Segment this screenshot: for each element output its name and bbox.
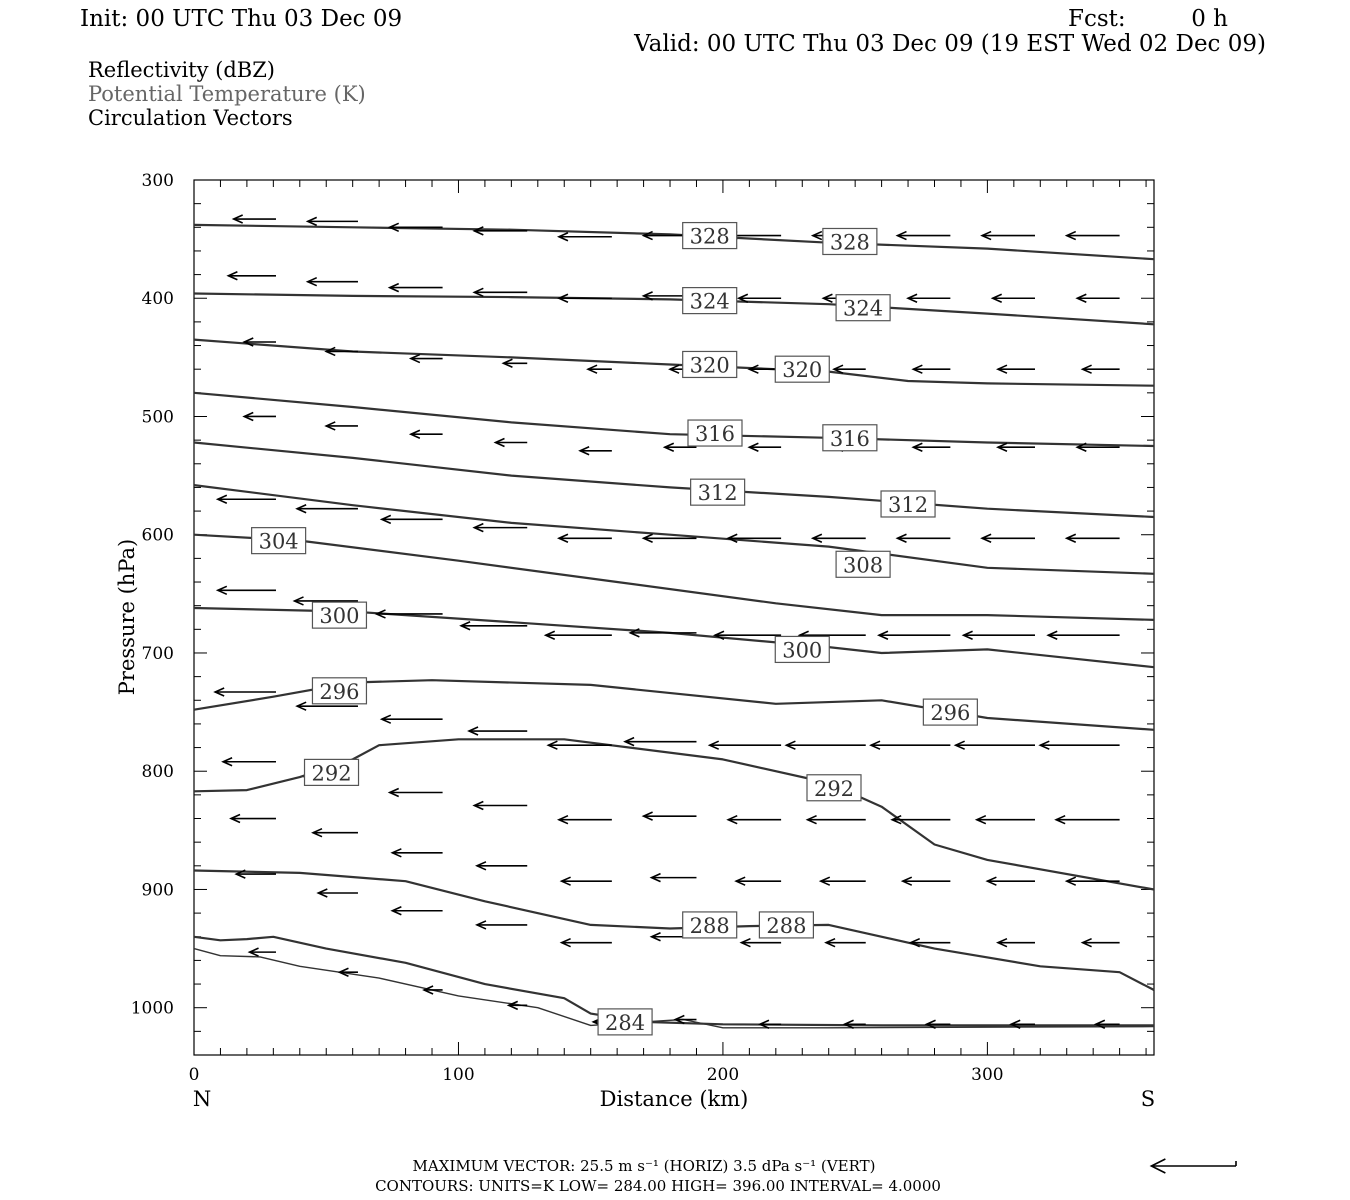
circulation-vector xyxy=(382,715,443,723)
circulation-vector xyxy=(390,223,443,231)
circulation-vector xyxy=(897,534,950,542)
maximum-vector-note: MAXIMUM VECTOR: 25.5 m s⁻¹ (HORIZ) 3.5 dPa s⁻¹ (VERT) xyxy=(412,1157,876,1175)
y-tick-label: 900 xyxy=(141,880,174,901)
contour-label xyxy=(598,1009,652,1035)
circulation-vector xyxy=(998,939,1035,947)
contour-label-text: 308 xyxy=(843,553,884,578)
circulation-vector xyxy=(625,738,696,746)
circulation-vector xyxy=(913,443,950,451)
circulation-vector xyxy=(1083,365,1120,373)
contour-label-text: 320 xyxy=(689,353,730,378)
contour-label-text: 296 xyxy=(319,679,360,704)
circulation-vector xyxy=(509,1001,528,1009)
circulation-vector xyxy=(250,948,276,956)
contour-label xyxy=(823,425,877,451)
circulation-vector xyxy=(879,631,950,639)
legend-reflectivity: Reflectivity (dBZ) xyxy=(88,58,276,82)
circulation-vector xyxy=(736,877,781,885)
circulation-vector xyxy=(786,741,865,749)
circulation-vector xyxy=(562,877,612,885)
circulation-vector xyxy=(908,294,950,302)
contour-label-text: 316 xyxy=(829,426,870,451)
x-tick-label: 300 xyxy=(971,1065,1004,1085)
contour-label xyxy=(305,759,359,785)
circulation-vector xyxy=(903,877,951,885)
circulation-vector xyxy=(218,495,276,503)
circulation-vector xyxy=(813,534,866,542)
contours-note: CONTOURS: UNITS=K LOW= 284.00 HIGH= 396.00 INTERVAL= 4.0000 xyxy=(375,1177,941,1195)
contour-label xyxy=(683,912,737,938)
contour-label-text: 316 xyxy=(694,422,736,447)
contour-label-text: 320 xyxy=(782,358,823,383)
circulation-vector xyxy=(559,534,612,542)
circulation-vector xyxy=(318,889,358,897)
circulation-vector xyxy=(826,939,866,947)
circulation-vector xyxy=(390,789,443,797)
y-tick-label: 500 xyxy=(141,407,174,428)
contour-label-text: 300 xyxy=(319,604,360,629)
contour-label-text: 296 xyxy=(930,701,971,726)
y-tick-label: 800 xyxy=(141,762,174,783)
circulation-vector xyxy=(1083,939,1120,947)
contour-line xyxy=(194,393,1154,446)
circulation-vector xyxy=(588,365,612,373)
contour-label xyxy=(881,491,935,517)
contour-label xyxy=(807,775,861,801)
x-axis-right-end-label: S xyxy=(1140,1087,1156,1111)
circulation-vector xyxy=(808,816,866,824)
reference-vector-arrow xyxy=(1151,1159,1236,1173)
circulation-vector xyxy=(710,741,781,749)
circulation-vector xyxy=(424,986,443,994)
contour-label xyxy=(683,288,737,314)
circulation-vector xyxy=(1077,294,1119,302)
circulation-vector xyxy=(244,412,276,420)
circulation-vector xyxy=(964,631,1035,639)
circulation-vector xyxy=(728,816,781,824)
contour-label-text: 288 xyxy=(689,913,730,938)
circulation-vector xyxy=(474,227,527,235)
contour-label-text: 288 xyxy=(766,913,807,938)
circulation-vector xyxy=(998,365,1035,373)
circulation-vector xyxy=(911,939,951,947)
y-tick-label: 1000 xyxy=(130,998,174,1019)
circulation-vector xyxy=(1048,631,1119,639)
contour-label xyxy=(759,912,813,938)
contour-label-text: 292 xyxy=(311,761,352,786)
contour-label-text: 324 xyxy=(689,289,730,314)
contour-label-text: 312 xyxy=(697,481,738,506)
circulation-vector xyxy=(652,874,697,882)
circulation-vector xyxy=(760,1020,781,1028)
init-time: Init: 00 UTC Thu 03 Dec 09 xyxy=(80,6,403,32)
circulation-vector xyxy=(982,534,1035,542)
circulation-vector xyxy=(987,877,1035,885)
circulation-vector xyxy=(308,217,358,225)
circulation-vector xyxy=(559,816,612,824)
circulation-vector xyxy=(474,524,527,532)
legend-potential-temperature: Potential Temperature (K) xyxy=(88,82,366,106)
circulation-vector xyxy=(993,294,1035,302)
contour-label-text: 324 xyxy=(843,296,884,321)
contour-label xyxy=(683,223,737,249)
circulation-vector xyxy=(1040,741,1119,749)
circulation-vector xyxy=(580,447,612,455)
circulation-vector xyxy=(411,430,443,438)
contour-label-text: 312 xyxy=(888,492,929,517)
circulation-vector xyxy=(390,284,443,292)
circulation-vector xyxy=(326,422,358,430)
circulation-vector xyxy=(821,877,866,885)
circulation-vector xyxy=(469,727,527,735)
circulation-vector xyxy=(313,829,358,837)
y-axis-title: Pressure (hPa) xyxy=(115,538,139,696)
circulation-vector xyxy=(644,812,697,820)
contour-line xyxy=(194,937,1154,1026)
circulation-vector xyxy=(749,443,781,451)
contour-label xyxy=(688,420,742,446)
contour-line xyxy=(194,443,1154,518)
contour-line xyxy=(194,225,1154,259)
contour-label xyxy=(683,351,737,377)
circulation-vector xyxy=(1056,816,1119,824)
contour-label-text: 328 xyxy=(689,224,730,249)
circulation-vector xyxy=(234,215,276,223)
circulation-vector xyxy=(308,278,358,286)
circulation-vector xyxy=(503,359,527,367)
y-tick-label: 400 xyxy=(141,289,174,310)
circulation-vector xyxy=(392,907,442,915)
contour-label-text: 328 xyxy=(829,230,870,255)
contour-line xyxy=(194,340,1154,386)
circulation-vector xyxy=(834,365,866,373)
x-tick-label: 100 xyxy=(442,1065,475,1085)
contour-line xyxy=(194,485,1154,574)
circulation-vector xyxy=(474,802,527,810)
circulation-vector xyxy=(474,288,527,296)
contour-label xyxy=(923,699,977,725)
circulation-vector xyxy=(741,939,781,947)
y-tick-label: 700 xyxy=(141,643,174,664)
valid-time: Valid: 00 UTC Thu 03 Dec 09 (19 EST Wed 02 Dec 09) xyxy=(634,31,1266,57)
contour-label xyxy=(691,479,745,505)
circulation-vector xyxy=(871,741,950,749)
contour-label-text: 304 xyxy=(258,529,299,554)
circulation-vector xyxy=(546,631,612,639)
x-tick-label: 0 xyxy=(188,1065,200,1085)
circulation-vector xyxy=(218,586,276,594)
circulation-vector xyxy=(228,272,276,280)
x-axis-left-end-label: N xyxy=(192,1087,212,1111)
contour-label xyxy=(836,551,890,577)
contour-label xyxy=(775,636,829,662)
contour-label xyxy=(775,356,829,382)
circulation-vector xyxy=(562,939,612,947)
circulation-vector xyxy=(1067,232,1120,240)
circulation-vector xyxy=(913,365,950,373)
contour-label-text: 284 xyxy=(605,1010,646,1035)
contour-label xyxy=(823,228,877,254)
contour-label-text: 292 xyxy=(813,776,855,801)
circulation-vector xyxy=(495,439,527,447)
contour-label xyxy=(836,295,890,321)
circulation-vector xyxy=(297,505,358,513)
circulation-vector xyxy=(231,815,276,823)
contour-label xyxy=(312,602,366,628)
circulation-vector xyxy=(897,232,950,240)
circulation-vector xyxy=(977,816,1035,824)
circulation-vector xyxy=(326,347,358,355)
circulation-vector xyxy=(392,849,442,857)
circulation-vector xyxy=(559,294,612,302)
legend-circulation-vectors: Circulation Vectors xyxy=(88,106,293,130)
forecast-hour: 0 h xyxy=(1191,6,1228,32)
contour-label-text: 300 xyxy=(782,638,823,663)
circulation-vector xyxy=(223,758,276,766)
contour-label xyxy=(252,528,306,554)
circulation-vector xyxy=(892,816,950,824)
forecast-label: Fcst: xyxy=(1068,6,1126,32)
circulation-vector xyxy=(382,515,443,523)
y-tick-label: 600 xyxy=(141,525,174,546)
circulation-vector xyxy=(1067,534,1120,542)
circulation-vector xyxy=(982,232,1035,240)
circulation-vector xyxy=(477,921,527,929)
contour-label xyxy=(312,678,366,704)
circulation-vector xyxy=(477,862,527,870)
circulation-vector xyxy=(559,233,612,241)
circulation-vector xyxy=(956,741,1035,749)
circulation-vector xyxy=(215,688,276,696)
x-tick-label: 200 xyxy=(706,1065,740,1085)
y-tick-label: 300 xyxy=(141,171,174,191)
x-axis-title: Distance (km) xyxy=(599,1087,749,1111)
